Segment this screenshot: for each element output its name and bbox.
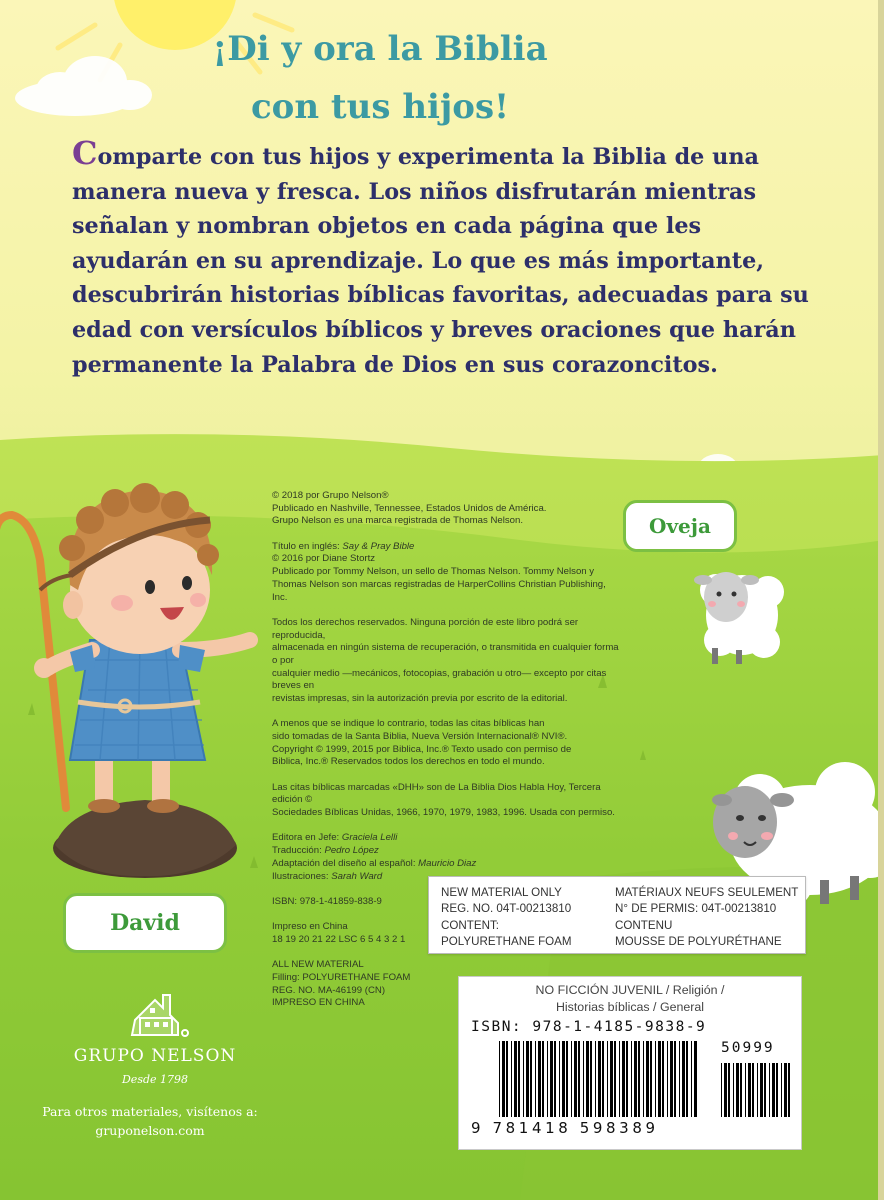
material-fr-line: MATÉRIAUX NEUFS SEULEMENT xyxy=(615,886,799,899)
material-en-line: REG. NO. 04T-00213810 xyxy=(441,902,572,916)
category-line-2: Historias bíblicas / General xyxy=(555,1000,705,1014)
credit-name: Mauricio Diaz xyxy=(418,857,477,869)
material-line: Filling: POLYURETHANE FOAM xyxy=(272,971,411,983)
isbn-text: ISBN: 978-1-41859-838-9 xyxy=(272,895,382,907)
rights-block xyxy=(272,617,622,706)
credit-name: Graciela Lelli xyxy=(341,832,398,844)
price-code: 50999 xyxy=(721,1040,775,1056)
publisher-name: GRUPO NELSON xyxy=(73,1046,237,1066)
printing-line: 18 19 20 21 22 LSC 6 5 4 3 2 1 xyxy=(272,933,406,945)
dropcap: C xyxy=(72,134,98,172)
material-sticker xyxy=(428,876,806,954)
original-line: © 2016 por Diane Stortz xyxy=(272,553,376,565)
title-line-1: ¡Di y ora la Biblia xyxy=(212,29,548,69)
intro-text: omparte con tus hijos y experimenta la Biblia de una manera nueva y fresca. Los niños disfrutarán mientras señalan y nombran objetos en cada página que les ayudarán en su aprendizaje. Lo que es más importante, descubrirán historias bíblicas favoritas, adecuadas para su edad con versículos bíblicos y breves oraciones que harán permanente la Palabra de Dios en sus corazoncitos. xyxy=(72,144,809,378)
original-title-block xyxy=(272,541,622,605)
credit-label: Traducción: xyxy=(272,845,325,857)
copyright-block xyxy=(272,490,622,528)
dhh-line: Las citas bíblicas marcadas «DHH» son de La Biblia Dios Habla Hoy, Tercera edición © xyxy=(272,781,601,806)
original-title: Say & Pray Bible xyxy=(342,540,415,552)
material-en-line: POLYURETHANE FOAM xyxy=(441,935,572,949)
copyright-line: © 2018 por Grupo Nelson® xyxy=(272,490,389,501)
bible-line: A menos que se indique lo contrario, todas las citas bíblicas han xyxy=(272,718,545,730)
copyright-line: Grupo Nelson es una marca registrada de Thomas Nelson. xyxy=(272,515,523,527)
publisher-since: Desde 1798 xyxy=(121,1073,189,1086)
credit-label: Adaptación del diseño al español: xyxy=(272,857,419,869)
barcode-box xyxy=(458,976,802,1150)
material-fr-line: CONTENU xyxy=(615,918,673,932)
credit-line xyxy=(272,858,622,871)
intro-paragraph xyxy=(72,136,812,382)
original-title-line xyxy=(272,541,622,554)
dhh-line: Sociedades Bíblicas Unidas, 1966, 1970, 1979, 1983, 1996. Usada con permiso. xyxy=(272,807,615,819)
bible-line: Copyright © 1999, 2015 por Biblica, Inc.® Texto usado con permiso de xyxy=(272,743,572,755)
original-title-label: Título en inglés: xyxy=(272,540,343,552)
bible-permission-block xyxy=(272,718,622,769)
original-line: Thomas Nelson son marcas registradas de HarperCollins Christian Publishing, Inc. xyxy=(272,578,606,603)
credit-name: Sarah Ward xyxy=(331,870,383,882)
rights-line: Todos los derechos reservados. Ninguna porción de este libro podrá ser reproducida, xyxy=(272,616,579,641)
rights-line: revistas impresas, sin la autorización previa por escrito de la editorial. xyxy=(272,693,568,705)
bible-line: Biblica, Inc.® Reservados todos los derechos en todo el mundo. xyxy=(272,756,545,768)
title-line-2: con tus hijos! xyxy=(250,87,510,127)
material-english xyxy=(441,885,572,951)
david-label: David xyxy=(63,893,227,953)
material-line: IMPRESO EN CHINA xyxy=(272,997,365,1009)
website: gruponelson.com xyxy=(95,1123,205,1138)
credit-name: Pedro López xyxy=(324,845,379,857)
original-line: Publicado por Tommy Nelson, un sello de Thomas Nelson. Tommy Nelson y xyxy=(272,566,595,578)
material-line: REG. NO. MA-46199 (CN) xyxy=(272,984,386,996)
sheep-label: Oveja xyxy=(623,500,737,552)
material-en-line: NEW MATERIAL ONLY xyxy=(441,886,562,899)
rights-line: cualquier medio —mecánicos, fotocopias, grabación u otro— excepto por citas breves en xyxy=(272,667,607,692)
material-fr-line: N° DE PERMIS: 04T-00213810 xyxy=(615,902,777,916)
page-edge xyxy=(878,0,884,1200)
material-line: ALL NEW MATERIAL xyxy=(272,959,364,971)
material-en-line: CONTENT: xyxy=(441,918,499,932)
credit-label: Editora en Jefe: xyxy=(272,832,342,844)
bible-line: sido tomadas de la Santa Biblia, Nueva Versión Internacional® NVI®. xyxy=(272,731,568,743)
barcode-isbn: ISBN: 978-1-4185-9838-9 xyxy=(471,1019,707,1035)
category-line-1: NO FICCIÓN JUVENIL / Religión / xyxy=(535,983,725,997)
barcode-digits: 9 781418 598389 xyxy=(471,1119,659,1137)
visit-text: Para otros materiales, visítenos a: xyxy=(42,1104,258,1119)
printing-line: Impreso en China xyxy=(272,921,348,933)
copyright-line: Publicado en Nashville, Tennessee, Estados Unidos de América. xyxy=(272,502,547,514)
credit-label: Ilustraciones: xyxy=(272,870,332,882)
credit-line xyxy=(272,845,622,858)
material-fr-line: MOUSSE DE POLYURÉTHANE xyxy=(615,935,782,949)
material-french xyxy=(615,885,798,951)
credit-line xyxy=(272,832,622,845)
dhh-block xyxy=(272,782,622,820)
rights-line: almacenada en ningún sistema de recuperación, o transmitida en cualquier forma o por xyxy=(272,642,619,666)
